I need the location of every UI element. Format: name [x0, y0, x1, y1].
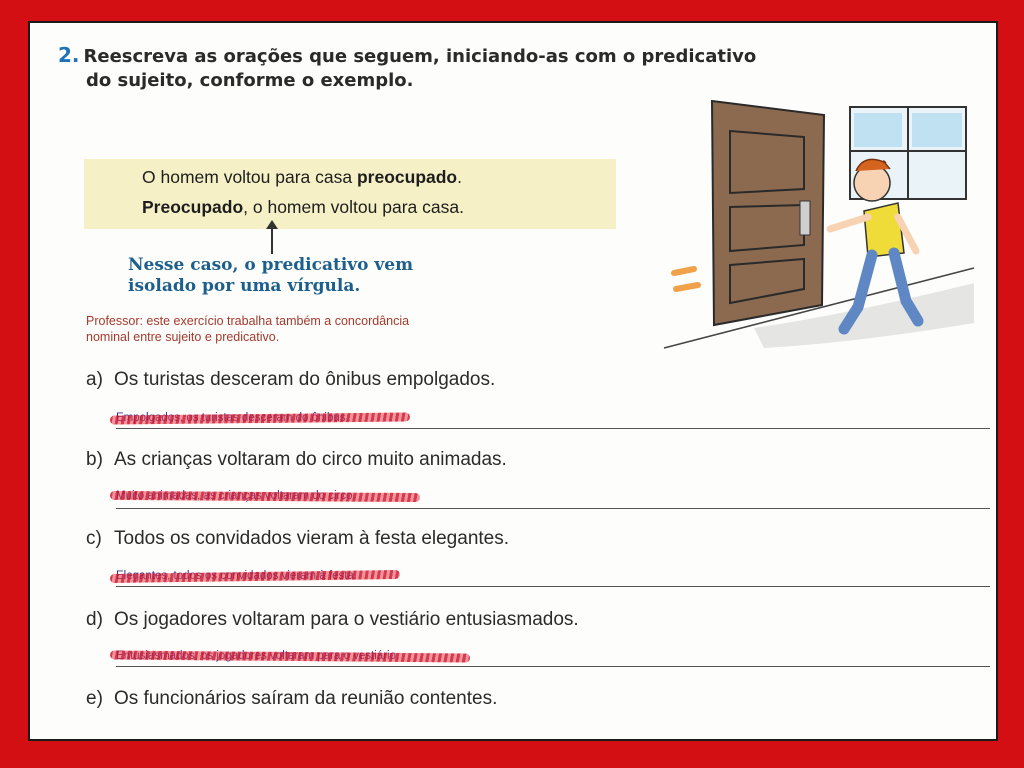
man-leaving-door-illustration: [654, 93, 984, 363]
item-letter: b): [86, 449, 103, 470]
item-letter: d): [86, 609, 103, 630]
exercise-number: 2.: [58, 43, 80, 67]
item-d: [86, 609, 579, 631]
item-e: [86, 688, 497, 710]
scribble-mark: [110, 412, 410, 424]
item-letter: a): [86, 369, 103, 390]
exercise-title-line2: do sujeito, conforme o exemplo.: [86, 70, 414, 91]
example-line-2: Preocupado, o homem voltou para casa.: [142, 197, 464, 217]
example-box: [84, 159, 616, 229]
answer-line-a[interactable]: [116, 428, 990, 429]
answer-line-c[interactable]: [116, 586, 990, 587]
worksheet-page: [28, 21, 998, 741]
predicative-fronted: Preocupado: [142, 197, 244, 217]
exercise-title: [58, 43, 818, 93]
item-b: [86, 449, 507, 471]
item-letter: c): [86, 528, 102, 549]
comma-note: Nesse caso, o predicativo vem isolado por uma vírgula.: [128, 255, 414, 296]
door-icon: [712, 101, 824, 325]
up-arrow-icon: [271, 224, 273, 254]
teacher-note: Professor: este exercício trabalha também a concordância nominal entre sujeito e predicativo.: [86, 314, 410, 344]
item-text: As crianças voltaram do circo muito animadas.: [114, 449, 507, 470]
item-a: [86, 369, 495, 391]
item-c: [86, 528, 509, 550]
answer-line-d[interactable]: [116, 666, 990, 667]
exercise-title-line1: Reescreva as orações que seguem, iniciando-as com o predicativo: [83, 46, 757, 67]
item-text: Todos os convidados vieram à festa elegantes.: [114, 528, 510, 549]
answer-line-b[interactable]: [116, 508, 990, 509]
item-text: Os jogadores voltaram para o vestiário entusiasmados.: [114, 609, 579, 630]
item-letter: e): [86, 688, 103, 709]
example-line-1: O homem voltou para casa preocupado.: [142, 167, 462, 187]
item-text: Os turistas desceram do ônibus empolgados.: [114, 369, 496, 390]
item-text: Os funcionários saíram da reunião contentes.: [114, 688, 498, 709]
predicative-highlight: preocupado: [356, 167, 458, 187]
